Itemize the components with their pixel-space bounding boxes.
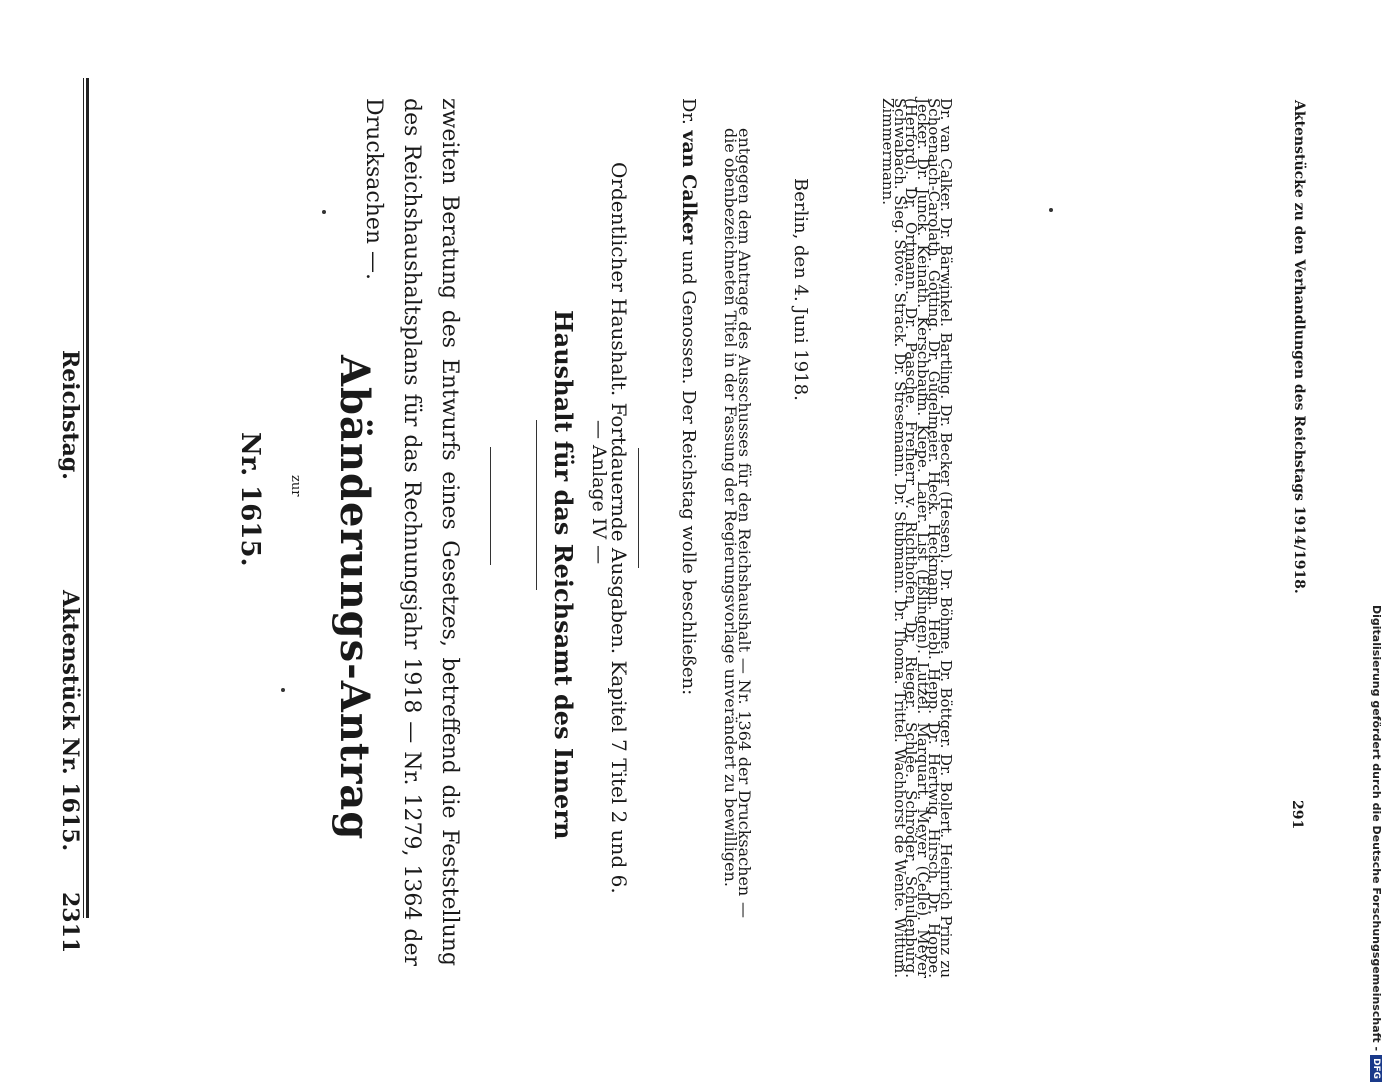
digitization-text: Digitalisierung gefördert durch die Deutsche Forschungsgemeinschaft - [1370,605,1383,1052]
divider [536,420,537,590]
scan-speck [322,210,326,214]
header-left: Reichstag. [57,350,83,480]
header-page-number: 2311 [57,892,83,954]
section-title: Haushalt für das Reichsamt des Innern [549,310,578,840]
budget-line: Ordentlicher Haushalt. Fortdauernde Ausgaben. Kapitel 7 Titel 2 und 6. [607,162,631,894]
anlage-label: — Anlage IV — [588,420,610,565]
motion-rest: und Genossen. Der Reichstag wolle beschließen: [678,249,699,696]
dfg-logo: DFG [1370,1055,1382,1082]
footer-title: Aktenstücke zu den Verhandlungen des Reichstags 1914/1918. [1291,100,1307,594]
header-rule-thick [86,78,89,918]
document-number: Nr. 1615. [235,432,265,567]
date-line: Berlin, den 4. Juni 1918. [790,178,811,401]
header-rule-thin [83,78,84,918]
scan-speck [281,688,285,692]
motion-prefix: Dr. [678,98,699,125]
motion-name: van Calker [678,130,700,245]
intro-paragraph: zweiten Beratung des Entwurfs eines Gesetzes, betreffend die Feststellung des Reichshaushaltsplans für das Rechnungsjahr 1918 — Nr. 1279, 1364 der Drucksachen —. [361,98,462,966]
divider [490,447,491,565]
zur-label: zur [288,475,303,497]
scan-speck [1049,208,1053,212]
motion-line [678,98,700,695]
signatories: Dr. van Calker. Dr. Bärwinkel. Bartling. Dr. Becker (Hessen). Dr. Böhme. Dr. Böttger. Dr. Bollert. Heinrich Prinz zu Schoenaich-Carolath. Götting. Dr. Gugelmeier. Heck. Heckmann. Hebl. Hepp. Dr. Hertwig. Hirsch. Dr. Hoppe. Jecker. Dr. Junck. Keinath. Kerschbaum. Kiepe. Laier. List (Eßlingen). Lützel. Marquart. Meyer (Celle). Meyer (Herford). Dr. Ortmann. Dr. Paasche. Freiherr v. Richthofen. Dr. Rieger. Schlee. Schröder. Schulenburg. Schwabach. Sieg. Stöve. Strack. Dr. Stresemann. Dr. Stubmann. Dr. Thoma. Trittel. Wachhorst de Wente. Wittum. Zimmermann. [879,98,955,978]
divider [638,448,639,568]
document-title: Abänderungs-Antrag [331,355,378,841]
header-document-number: Aktenstück Nr. 1615. [57,590,83,852]
digitization-note [1370,605,1383,1082]
motion-text: entgegen dem Antrage des Ausschusses für den Reichshaushalt — Nr. 1364 der Drucksachen — die obenbezeichneten Titel in der Fassung der Regierungsvorlage unverändert zu bewilligen. [721,128,754,918]
footer-page-number: 291 [1289,800,1305,830]
